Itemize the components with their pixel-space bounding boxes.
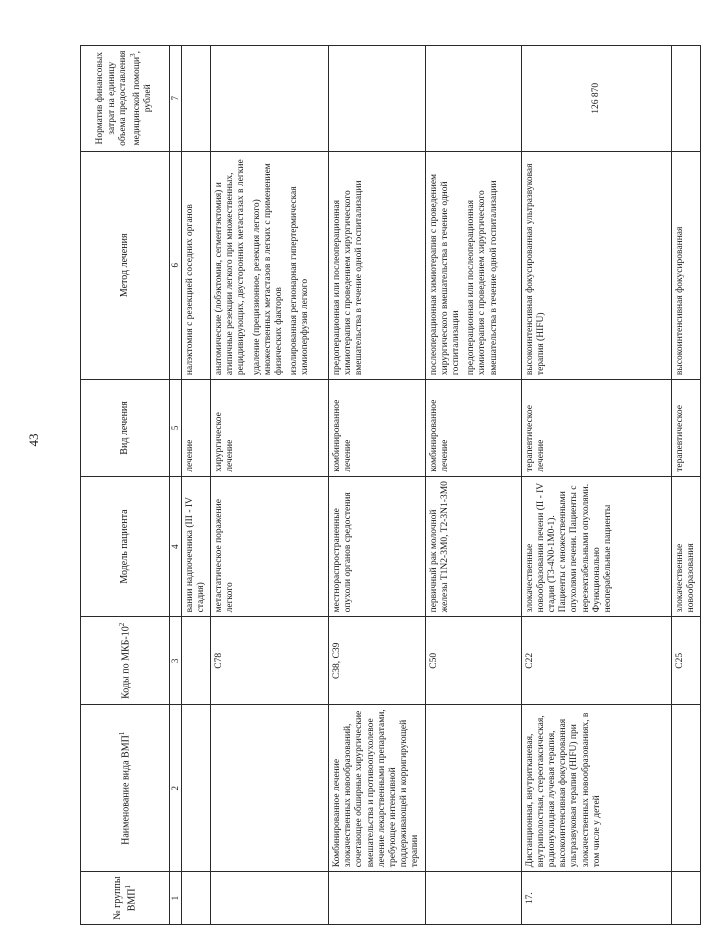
- treatment-type-cell: комбинированное лечение: [329, 380, 426, 477]
- treatment-method-item: предоперационная или послеоперационная химиотерапия с проведением хирургического вмешательства в течение одной госпитализации: [332, 180, 365, 376]
- column-number: 1: [170, 872, 182, 925]
- col-header-vmp-name: Наименование вида ВМП$^1$: [81, 705, 170, 872]
- column-number: 2: [170, 705, 182, 872]
- patient-model-cell: злокачественные новообразования печени (II - IV стадия (T3-4N0-1M0-1). Пациенты с множественными опухолями печени. Пациенты с нерезектабельными опухолями. Функционально неоперабельные пациенты: [521, 476, 671, 617]
- table-row: [671, 46, 700, 925]
- col-header-group-number: № группы ВМП$^1$: [81, 872, 170, 925]
- patient-model-cell: вании надпочечника (III - IV стадия): [181, 476, 210, 617]
- table-row: [211, 46, 329, 925]
- cost-standard-cell: [425, 46, 521, 152]
- patient-model-cell: первичный рак молочной железы T1N2-3M0, T2-3N1-3M0: [425, 476, 521, 617]
- cost-standard-cell: [181, 46, 210, 152]
- treatment-method-item: предоперационная или послеоперационная химиотерапия с проведением хирургического вмешательства в течение одной госпитализации: [466, 180, 499, 376]
- column-number: 7: [170, 46, 182, 152]
- treatment-method-cell: [329, 151, 426, 380]
- table-row: [425, 46, 521, 925]
- treatment-method-cell: [181, 151, 210, 380]
- treatment-method-cell: [671, 151, 700, 380]
- treatment-method-cell: [425, 151, 521, 380]
- col-header-treatment-type: Вид лечения: [81, 380, 170, 477]
- col-header-patient-model: Модель пациента: [81, 476, 170, 617]
- group-number-cell: [211, 872, 329, 925]
- icd-code-cell: C78: [211, 617, 329, 705]
- treatment-method-item: удаление (прецизионное, резекция легкого) множественных метастазов в легких с применением физических факторов: [251, 163, 285, 376]
- treatment-method-item: анатомические (лобэктомия, сегментэктомия) и атипичные резекции легкого при множественных, рецидивирующих, двусторонних метастазах в легкие: [214, 159, 247, 376]
- treatment-method-item: высокоинтенсивная фокусированная: [674, 226, 685, 376]
- treatment-type-cell: терапевтическое лечение: [521, 380, 671, 477]
- vmp-name-cell: Комбинированное лечение злокачественных новообразований, сочетающее обширные хирургические вмешательства и противоопухолевое лечение лекарственными препаратами, требующее интенсивной поддерживающей и корригирующей терапии: [329, 705, 426, 872]
- treatment-type-cell: терапевтическое: [671, 380, 700, 477]
- treatment-method-item: высокоинтенсивная фокусированная ультразвуковая терапия (HIFU): [524, 163, 546, 376]
- column-number: 3: [170, 617, 182, 705]
- treatment-type-cell: хирургическое лечение: [211, 380, 329, 477]
- vmp-name-cell: Дистанционная, внутритканевая, внутриполостная, стереотаксическая, радионуклидная лучевая терапия, высокоинтенсивная фокусированная ультразвуковая терапия (HIFU) при злокачественных новообразованиях, в том числе у детей: [521, 705, 671, 872]
- vmp-name-cell: [425, 705, 521, 872]
- group-number-cell: 17.: [521, 872, 671, 925]
- col-header-treatment-method: Метод лечения: [81, 151, 170, 380]
- icd-code-cell: C22: [521, 617, 671, 705]
- cost-standard-cell: 126 870: [521, 46, 671, 152]
- table-row: [181, 46, 210, 925]
- table-stage: [80, 45, 696, 925]
- group-number-cell: [425, 872, 521, 925]
- treatment-method-cell: [211, 151, 329, 380]
- patient-model-cell: злокачественные новообразования: [671, 476, 700, 617]
- group-number-cell: [181, 872, 210, 925]
- treatment-type-cell: комбинированное лечение: [425, 380, 521, 477]
- group-number-cell: [329, 872, 426, 925]
- vmp-name-cell: [671, 705, 700, 872]
- header-row: [81, 46, 170, 925]
- table-row: [329, 46, 426, 925]
- icd-code-cell: C25: [671, 617, 700, 705]
- table-body: [181, 46, 700, 925]
- treatment-method-item: налэктомия с резекцией соседних органов: [184, 204, 195, 376]
- cost-standard-cell: [211, 46, 329, 152]
- vmp-name-cell: [211, 705, 329, 872]
- col-header-cost-standard: Норматив финансовых затрат на единицу объема предоставления медицинской помощи$^3$, рублей: [81, 46, 170, 152]
- col-header-icd-codes: Коды по МКБ-$10^2$: [81, 617, 170, 705]
- group-number-cell: [671, 872, 700, 925]
- page-number: 43: [26, 433, 41, 447]
- icd-code-cell: C38, C39: [329, 617, 426, 705]
- column-number-row: [170, 46, 182, 925]
- table-row: [521, 46, 671, 925]
- column-number: 4: [170, 476, 182, 617]
- column-number: 6: [170, 151, 182, 380]
- icd-code-cell: C50: [425, 617, 521, 705]
- treatment-method-item: послеоперационная химиотерапия с проведением хирургического вмешательства в течение одной госпитализации: [428, 173, 462, 376]
- treatment-method-item: изолированная регионарная гипертермическая химиоперфузия легкого: [289, 186, 311, 376]
- column-number: 5: [170, 380, 182, 477]
- vmp-name-cell: [181, 705, 210, 872]
- treatment-method-cell: [521, 151, 671, 380]
- treatment-type-cell: лечение: [181, 380, 210, 477]
- patient-model-cell: местнораспространенные опухоли органов средостения: [329, 476, 426, 617]
- cost-standard-cell: [671, 46, 700, 152]
- patient-model-cell: метастатическое поражение легкого: [211, 476, 329, 617]
- treatment-table: [80, 45, 701, 925]
- cost-standard-cell: [329, 46, 426, 152]
- icd-code-cell: [181, 617, 210, 705]
